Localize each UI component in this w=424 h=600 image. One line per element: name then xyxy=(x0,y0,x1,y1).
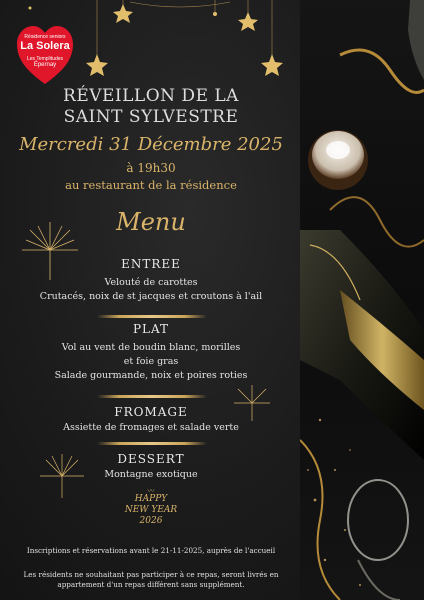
section-dessert-title: DESSERT xyxy=(117,452,185,466)
champagne-photo-art xyxy=(300,0,424,600)
star-icon xyxy=(113,4,133,23)
dessert-item-1: Montagne exotique xyxy=(104,469,198,480)
happy-new-year-line-3: 2026 xyxy=(139,516,163,526)
menu-heading: Menu xyxy=(116,208,186,236)
logo-top-text: Résidence seniors xyxy=(24,34,66,40)
title-line-2: SAINT SYLVESTRE xyxy=(63,107,239,127)
la-solera-logo xyxy=(17,26,73,86)
divider xyxy=(97,315,207,318)
fromage-item-1: Assiette de fromages et salade verte xyxy=(63,422,239,433)
logo-brand: La Solera xyxy=(20,40,70,52)
non-participant-note-2: appartement d'un repas différent sans supplément. xyxy=(57,580,245,589)
happy-new-year-line-2: NEW YEAR xyxy=(124,505,178,515)
divider xyxy=(97,395,207,398)
entree-item-1: Velouté de carottes xyxy=(104,277,198,288)
logo-bottom-text-2: Épernay xyxy=(33,62,57,68)
event-date: Mercredi 31 Décembre 2025 xyxy=(19,134,283,155)
section-plat-title: PLAT xyxy=(132,322,170,336)
section-entree-title: ENTREE xyxy=(121,257,181,271)
plat-item-3: Salade gourmande, noix et poires roties xyxy=(54,370,248,381)
plat-item-1: Vol au vent de boudin blanc, morilles xyxy=(61,342,241,353)
non-participant-note-1: Les résidents ne souhaitant pas participer à ce repas, seront livrés en xyxy=(23,570,279,579)
happy-new-year xyxy=(0,494,302,527)
section-fromage-title: FROMAGE xyxy=(114,405,188,419)
happy-new-year-line-1: HAPPY xyxy=(134,494,168,504)
event-place: au restaurant de la résidence xyxy=(65,178,237,192)
title-line-1: RÉVEILLON DE LA xyxy=(63,86,239,106)
champagne-photo xyxy=(300,0,424,600)
star-icon xyxy=(238,12,258,31)
swirl-icon: 〰 xyxy=(147,487,155,495)
event-title xyxy=(0,86,302,128)
star-icon xyxy=(261,54,283,76)
plat-item-2: et foie gras xyxy=(123,356,179,367)
registration-note: Inscriptions et réservations avant le 21-11-2025, auprès de l'accueil xyxy=(26,546,276,555)
star-icon xyxy=(86,54,108,76)
logo-bottom-text-1: Les Templitudes xyxy=(26,56,64,62)
entree-item-2: Crutacés, noix de st jacques et croutons à l'ail xyxy=(39,291,263,302)
event-time: à 19h30 xyxy=(126,161,176,175)
divider xyxy=(97,442,207,445)
